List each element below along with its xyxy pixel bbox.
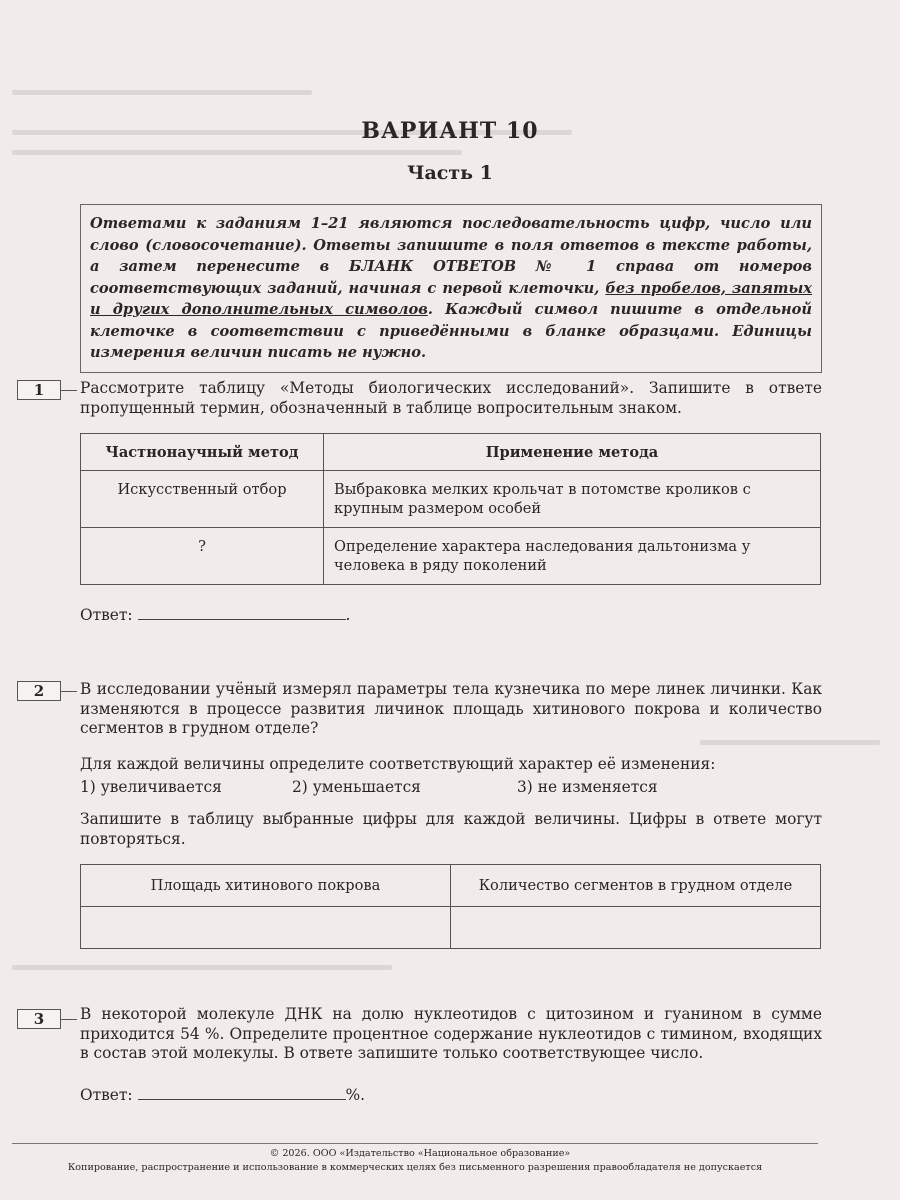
table-header: Частнонаучный метод <box>81 434 324 471</box>
answer-cell[interactable] <box>81 907 451 949</box>
footer-divider <box>12 1143 818 1144</box>
table-header: Применение метода <box>324 434 821 471</box>
option-item: 3) не изменяется <box>517 778 658 796</box>
instructions-text: Ответами к заданиям 1–21 являются последовательность цифр, число или слово (словосочетание). Ответы запишите в поля ответов в тексте работы, а затем перенесите в БЛАНК ОТВЕТОВ № 1 справа от номеров соответствующих заданий, начиная с первой клеточки, <box>90 215 812 297</box>
variant-title: ВАРИАНТ 10 <box>361 118 539 144</box>
option-item: 1) увеличивается <box>80 778 222 796</box>
table-header: Площадь хитинового покрова <box>81 865 451 907</box>
task-2-note: Запишите в таблицу выбранные цифры для каждой величины. Цифры в ответе могут повторяться. <box>80 810 822 848</box>
table-cell: Определение характера наследования дальтонизма у человека в ряду поколений <box>324 528 821 585</box>
footer-notice: Копирование, распространение и использование в коммерческих целях без письменного разрешения правообладателя не допускается <box>67 1162 763 1173</box>
table-cell: Искусственный отбор <box>81 471 324 528</box>
answer-label: Ответ: <box>80 1086 133 1104</box>
answer-cell[interactable] <box>451 907 821 949</box>
task-1-text: Рассмотрите таблицу «Методы биологических исследований». Запишите в ответе пропущенный термин, обозначенный в таблице вопросительным знаком. <box>80 379 822 417</box>
instructions-text-end: . Каждый символ пишите в отдельной клеточке в соответствии с приведёнными в бланке образцами. Единицы измерения величин писать не нужно. <box>90 301 813 361</box>
table-cell-missing: ? <box>81 528 324 585</box>
answer-suffix: . <box>345 606 351 624</box>
instructions-box <box>80 204 822 373</box>
answer-field[interactable] <box>138 605 346 620</box>
task-2-answer-table <box>80 864 821 949</box>
task-number-3: 3 <box>17 1009 61 1029</box>
footer-copyright: © 2026. ООО «Издательство «Национальное образование» <box>269 1148 571 1159</box>
task-3-answer <box>80 1085 365 1104</box>
bleed-through <box>12 965 392 970</box>
task-3-text: В некоторой молекуле ДНК на долю нуклеотидов с цитозином и гуанином в сумме приходится 54 %. Определите процентное содержание нуклеотидов с тимином, входящих в состав этой молекулы. В ответе запишите только соответствующее число. <box>80 1005 822 1062</box>
answer-field[interactable] <box>138 1085 346 1100</box>
table-header: Количество сегментов в грудном отделе <box>451 865 821 907</box>
part-title: Часть 1 <box>407 162 493 184</box>
bleed-through <box>12 90 312 95</box>
table-cell: Выбраковка мелких крольчат в потомстве кроликов с крупным размером особей <box>324 471 821 528</box>
task-number-2: 2 <box>17 681 61 701</box>
answer-suffix: %. <box>345 1086 366 1104</box>
task-number-1: 1 <box>17 380 61 400</box>
task-1-table <box>80 433 821 585</box>
option-item: 2) уменьшается <box>292 778 421 796</box>
task-2-text: В исследовании учёный измерял параметры тела кузнечика по мере линек личинки. Как изменяются в процессе развития личинок площадь хитинового покрова и количество сегментов в грудном отделе? <box>80 680 822 737</box>
task-1-answer <box>80 605 350 624</box>
task-2-instruction: Для каждой величины определите соответствующий характер её изменения: <box>80 755 716 773</box>
instructions-underlined: без пробелов, запятых и других дополнительных символов <box>90 279 812 318</box>
answer-label: Ответ: <box>80 606 133 624</box>
bleed-through <box>700 740 880 745</box>
bleed-through <box>12 150 462 155</box>
